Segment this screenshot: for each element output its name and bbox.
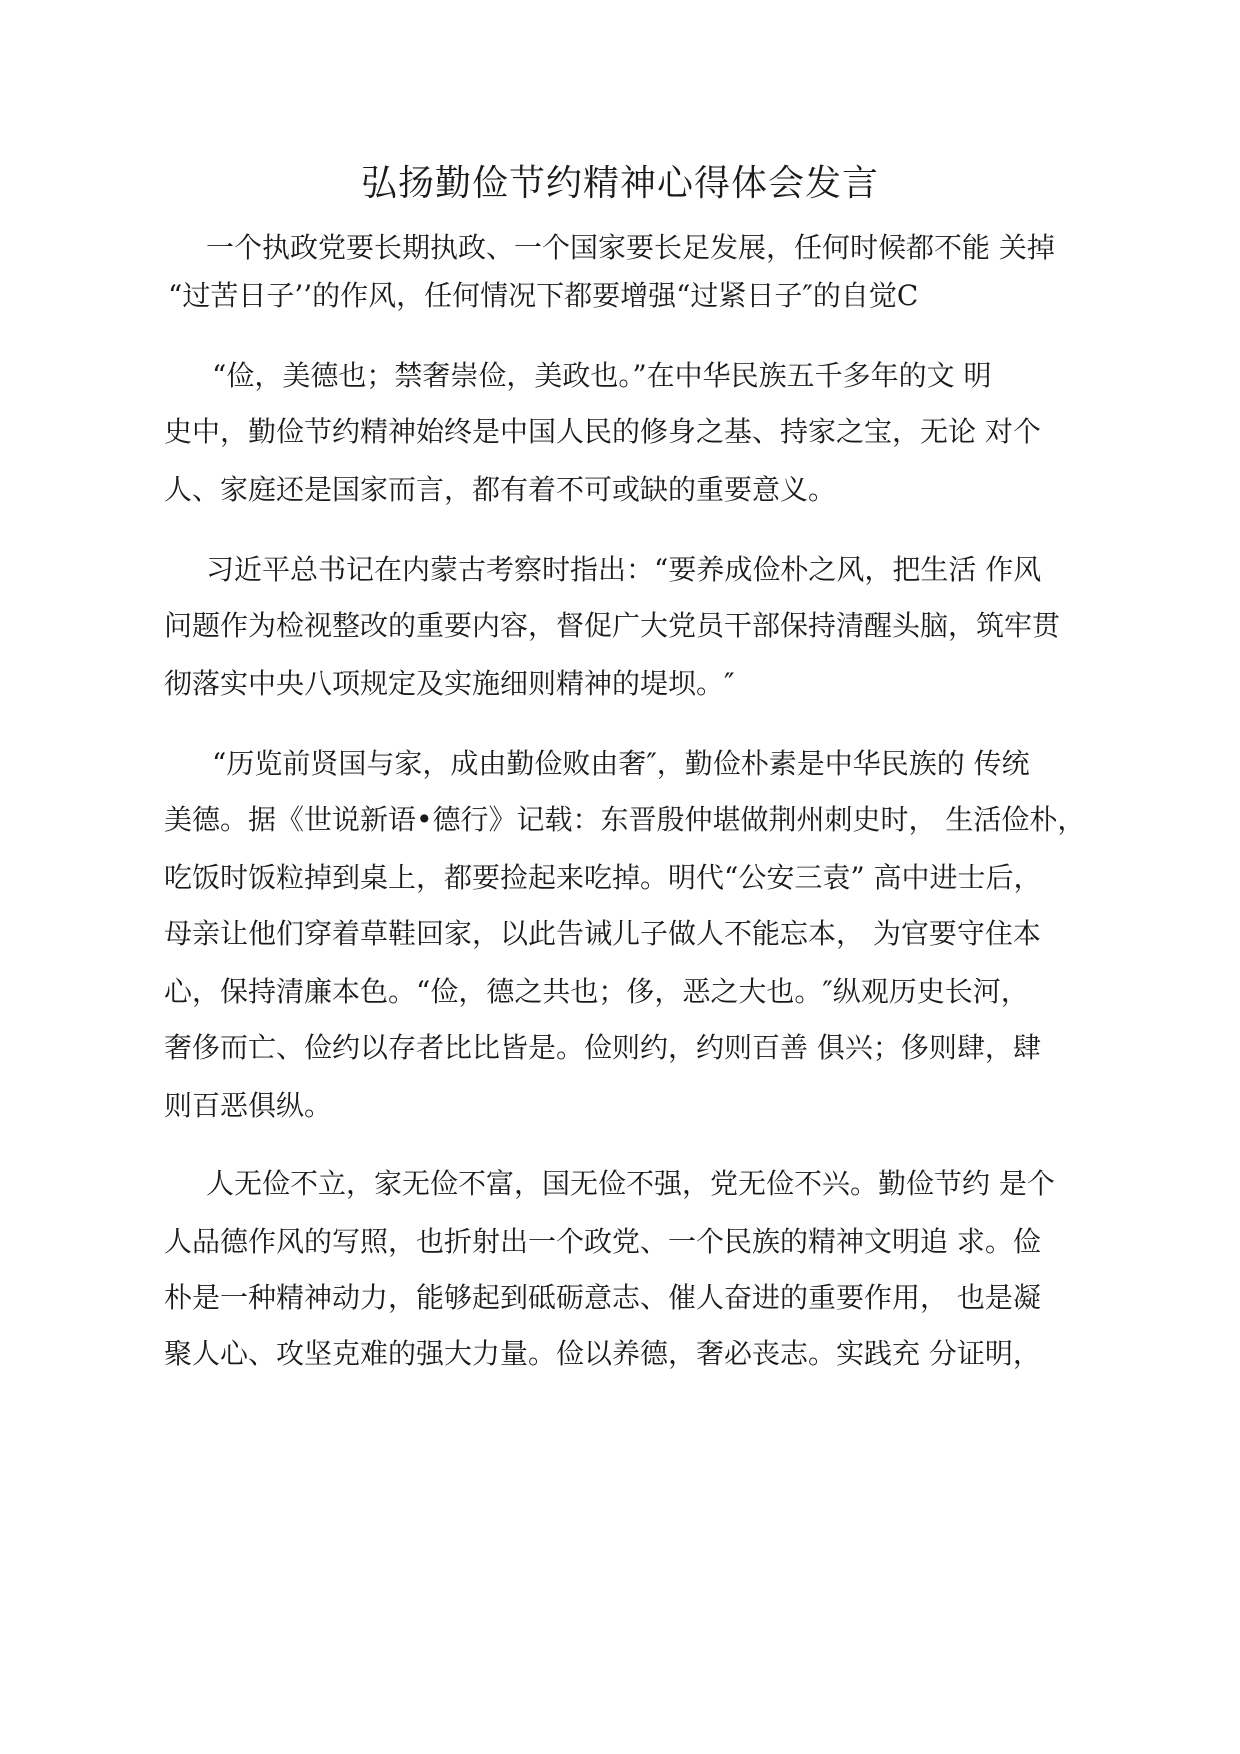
paragraph-line: 人、家庭还是国家而言，都有着不可或缺的重要意义。 <box>164 473 837 506</box>
paragraph-line: 习近平总书记在内蒙古考察时指出：“要养成俭朴之风，把生活 作风 <box>206 553 1042 586</box>
paragraph-line: “过苦日子’’的作风，任何情况下都要增强“过紧日子″的自觉C <box>168 279 919 312</box>
paragraph-line: 彻落实中央八项规定及实施细则精神的堤坝。″ <box>164 667 735 700</box>
paragraph-line: 问题作为检视整改的重要内容，督促广大党员干部保持清醒头脑，筑牢贯 <box>164 609 1061 642</box>
paragraph-line: 史中，勤俭节约精神始终是中国人民的修身之基、持家之宝，无论 对个 <box>164 415 1041 448</box>
paragraph-line: 心，保持清廉本色。“俭，德之共也；侈，恶之大也。″纵观历史长河， <box>164 975 1029 1008</box>
paragraph-line: 朴是一种精神动力，能够起到砥砺意志、催人奋进的重要作用， 也是凝 <box>164 1281 1041 1314</box>
paragraph-line: “俭，美德也；禁奢崇俭，美政也。”在中华民族五千多年的文 明 <box>212 359 992 392</box>
paragraph-line: 母亲让他们穿着草鞋回家，以此告诫儿子做人不能忘本， 为官要守住本 <box>164 917 1041 950</box>
paragraph-line: 奢侈而亡、俭约以存者比比皆是。俭则约，约则百善 俱兴；侈则肆，肆 <box>164 1031 1041 1064</box>
paragraph-line: 吃饭时饭粒掉到桌上，都要捡起来吃掉。明代“公安三袁” 高中进士后， <box>164 861 1042 894</box>
document-title: 弘扬勤俭节约精神心得体会发言 <box>360 163 879 204</box>
paragraph-line: 人品德作风的写照，也折射出一个政党、一个民族的精神文明追 求。俭 <box>164 1225 1041 1258</box>
paragraph-line: 人无俭不立，家无俭不富，国无俭不强，党无俭不兴。勤俭节约 是个 <box>206 1167 1055 1200</box>
paragraph-line: 则百恶俱纵。 <box>164 1089 333 1122</box>
paragraph-line: 一个执政党要长期执政、一个国家要长足发展，任何时候都不能 关掉 <box>206 231 1055 264</box>
paragraph-line: 美德。据《世说新语•德行》记载：东晋殷仲堪做荆州刺史时， 生活俭朴， <box>164 803 1086 836</box>
paragraph-line: 聚人心、攻坚克难的强大力量。俭以养德，奢必丧志。实践充 分证明， <box>164 1337 1041 1370</box>
paragraph-line: “历览前贤国与家，成由勤俭败由奢″，勤俭朴素是中华民族的 传统 <box>212 747 1030 780</box>
